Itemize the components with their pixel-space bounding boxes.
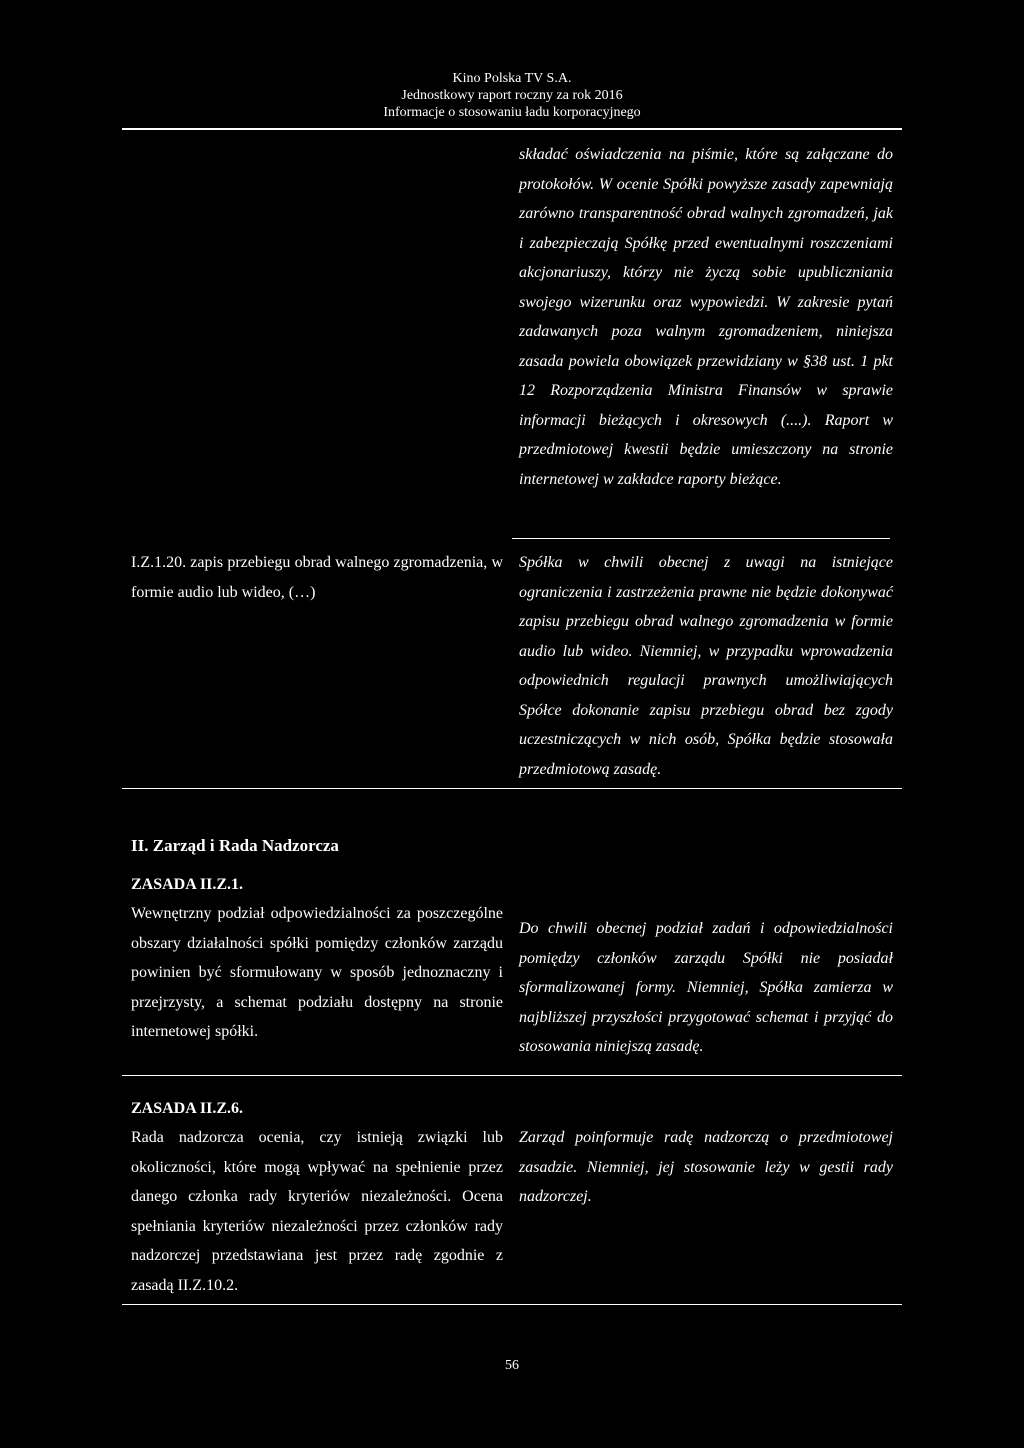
rule-label-iiz6: ZASADA II.Z.6. [131, 1100, 244, 1117]
header-report-title: Jednostkowy raport roczny za rok 2016 [401, 88, 623, 103]
header-company: Kino Polska TV S.A. [452, 71, 572, 86]
comment-iz120: Spółka w chwili obecnej z uwagi na istniejące ograniczenia i zastrzeżenia prawne nie będzie dokonywać zapisu przebiegu obrad walnego zgromadzenia w formie audio lub wideo. Niemniej, w przypadku wprowadzenia odpowiednich regulacji prawnych umożliwiających Spółce dokonanie zapisu przebiegu obrad bez zgody uczestniczących w nich osób, Spółka będzie stosowała przedmiotową zasadę. [519, 554, 893, 778]
comment-iiz1: Do chwili obecnej podział zadań i odpowiedzialności pomiędzy członków zarządu Spółki nie posiadał sformalizowanej formy. Niemniej, Spółka zamierza w najbliższej przyszłości przygotować schemat i przyjąć do stosowania niniejszą zasadę. [519, 920, 893, 1055]
continuation-comment: składać oświadczenia na piśmie, które są załączane do protokołów. W ocenie Spółki powyższe zasady zapewniają zarówno transparentność obrad walnych zgromadzeń, jak i zabezpieczają Spółkę przed ewentualnymi roszczeniami akcjonariuszy, którzy nie życzą sobie upubliczniania swojego wizerunku oraz wypowiedzi. W zakresie pytań zadawanych poza walnym zgromadzeniem, niniejsza zasada powiela obowiązek przewidziany w §38 ust. 1 pkt 12 Rozporządzenia Ministra Finansów w sprawie informacji bieżących i okresowych (....). Raport w przedmiotowej kwestii będzie umieszczony na stronie internetowej w zakładce raporty bieżące. [519, 146, 893, 488]
principle-block-iiz6 [131, 1094, 503, 1300]
principle-block-iiz1 [131, 870, 503, 1047]
comment-iiz6: Zarząd poinformuje radę nadzorczą o przedmiotowej zasadzie. Niemniej, jej stosowanie leży w gestii rady nadzorczej. [519, 1129, 893, 1205]
continuation-divider [512, 538, 890, 539]
row-divider [122, 1304, 902, 1305]
header-divider [122, 128, 902, 130]
header-section-title: Informacje o stosowaniu ładu korporacyjnego [383, 105, 641, 120]
principle-iiz1: Wewnętrzny podział odpowiedzialności za poszczególne obszary działalności spółki pomiędzy członków zarządu powinien być sformułowany w sposób jednoznaczny i przejrzysty, a schemat podziału dostępny na stronie internetowej spółki. [131, 905, 503, 1040]
page-number: 56 [505, 1358, 519, 1373]
principle-iz120: I.Z.1.20. zapis przebiegu obrad walnego zgromadzenia, w formie audio lub wideo, (…) [131, 554, 503, 601]
row-divider [122, 1075, 902, 1076]
row-divider [122, 788, 902, 789]
section-heading: II. Zarząd i Rada Nadzorcza [131, 836, 339, 855]
page-header [0, 70, 1024, 121]
principle-iiz6: Rada nadzorcza ocenia, czy istnieją związki lub okoliczności, które mogą wpływać na spełnienie przez danego członka rady kryteriów niezależności. Ocena spełniania kryteriów niezależności przez członków rady nadzorczej przedstawiana jest przez radę zgodnie z zasadą II.Z.10.2. [131, 1129, 503, 1294]
rule-label-iiz1: ZASADA II.Z.1. [131, 876, 244, 893]
